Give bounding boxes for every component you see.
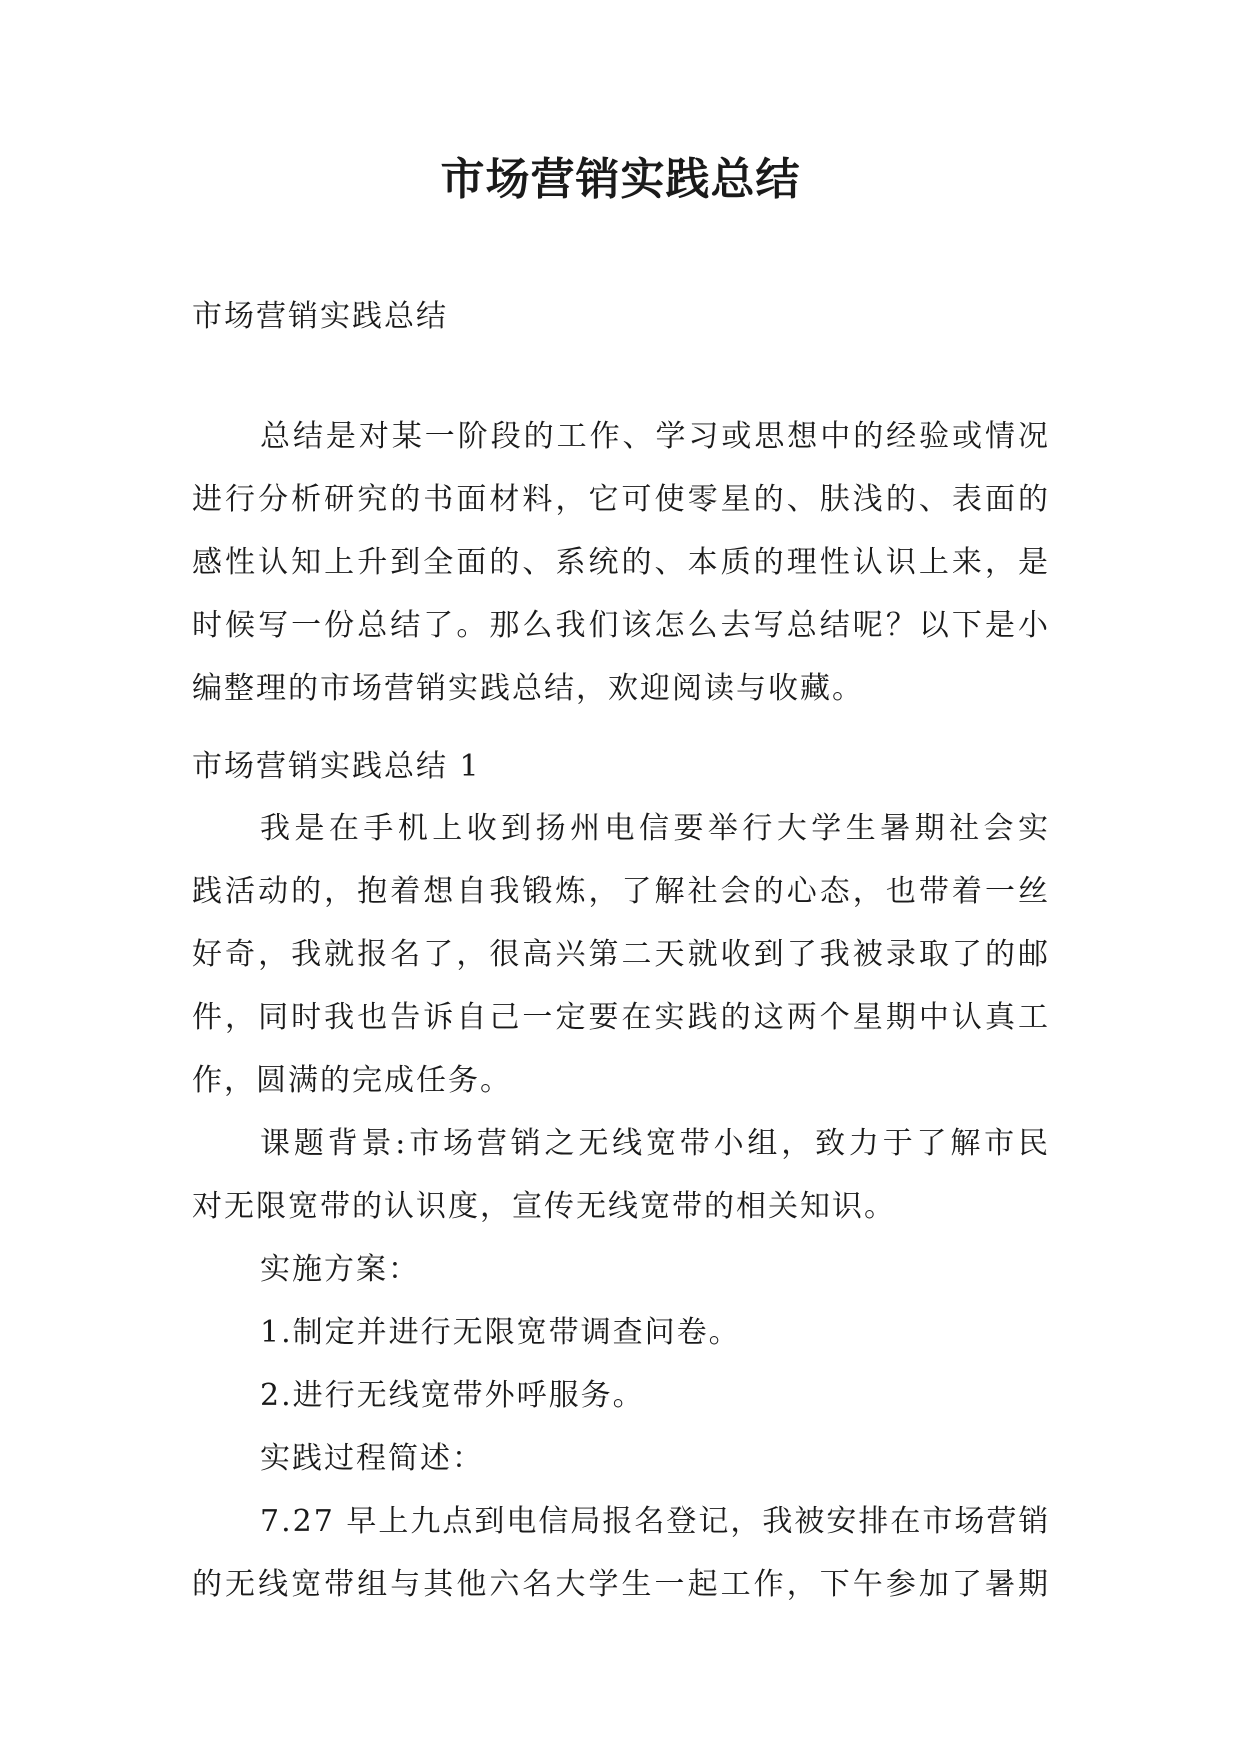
body-line: 2.进行无线宽带外呼服务。 <box>260 1378 645 1413</box>
body-line: 的无线宽带组与其他六名大学生一起工作，下午参加了暑期 <box>192 1567 1050 1602</box>
intro-paragraph <box>192 405 1050 720</box>
body-line: 好奇，我就报名了，很高兴第二天就收到了我被录取了的邮 <box>192 937 1050 972</box>
body-line: 实施方案： <box>260 1252 420 1287</box>
body-line: 7.27 早上九点到电信局报名登记，我被安排在市场营销 <box>260 1504 1051 1539</box>
body-line: 件，同时我也告诉自己一定要在实践的这两个星期中认真工 <box>192 1000 1050 1035</box>
body-line: 实践过程简述： <box>260 1441 484 1476</box>
subtitle-text: 市场营销实践总结 <box>192 299 448 334</box>
document-subtitle <box>192 285 1050 348</box>
body-line: 对无限宽带的认识度，宣传无线宽带的相关知识。 <box>192 1189 896 1224</box>
intro-line: 总结是对某一阶段的工作、学习或思想中的经验或情况 <box>260 419 1050 454</box>
body-line: 我是在手机上收到扬州电信要举行大学生暑期社会实 <box>260 811 1050 846</box>
intro-line: 时候写一份总结了。那么我们该怎么去写总结呢？以下是小 <box>192 608 1050 643</box>
intro-line: 进行分析研究的书面材料，它可使零星的、肤浅的、表面的 <box>192 482 1050 517</box>
section-body <box>192 797 1050 1616</box>
body-line: 作，圆满的完成任务。 <box>192 1063 512 1098</box>
document-title: 市场营销实践总结 <box>440 154 801 205</box>
body-line: 1.制定并进行无限宽带调查问卷。 <box>260 1315 741 1350</box>
section-heading <box>192 735 1050 798</box>
section-heading-text: 市场营销实践总结 1 <box>192 749 481 784</box>
intro-line: 编整理的市场营销实践总结，欢迎阅读与收藏。 <box>192 671 864 706</box>
intro-line: 感性认知上升到全面的、系统的、本质的理性认识上来，是 <box>192 545 1050 580</box>
body-line: 践活动的，抱着想自我锻炼，了解社会的心态，也带着一丝 <box>192 874 1050 909</box>
body-line: 课题背景:市场营销之无线宽带小组，致力于了解市民 <box>260 1126 1050 1161</box>
